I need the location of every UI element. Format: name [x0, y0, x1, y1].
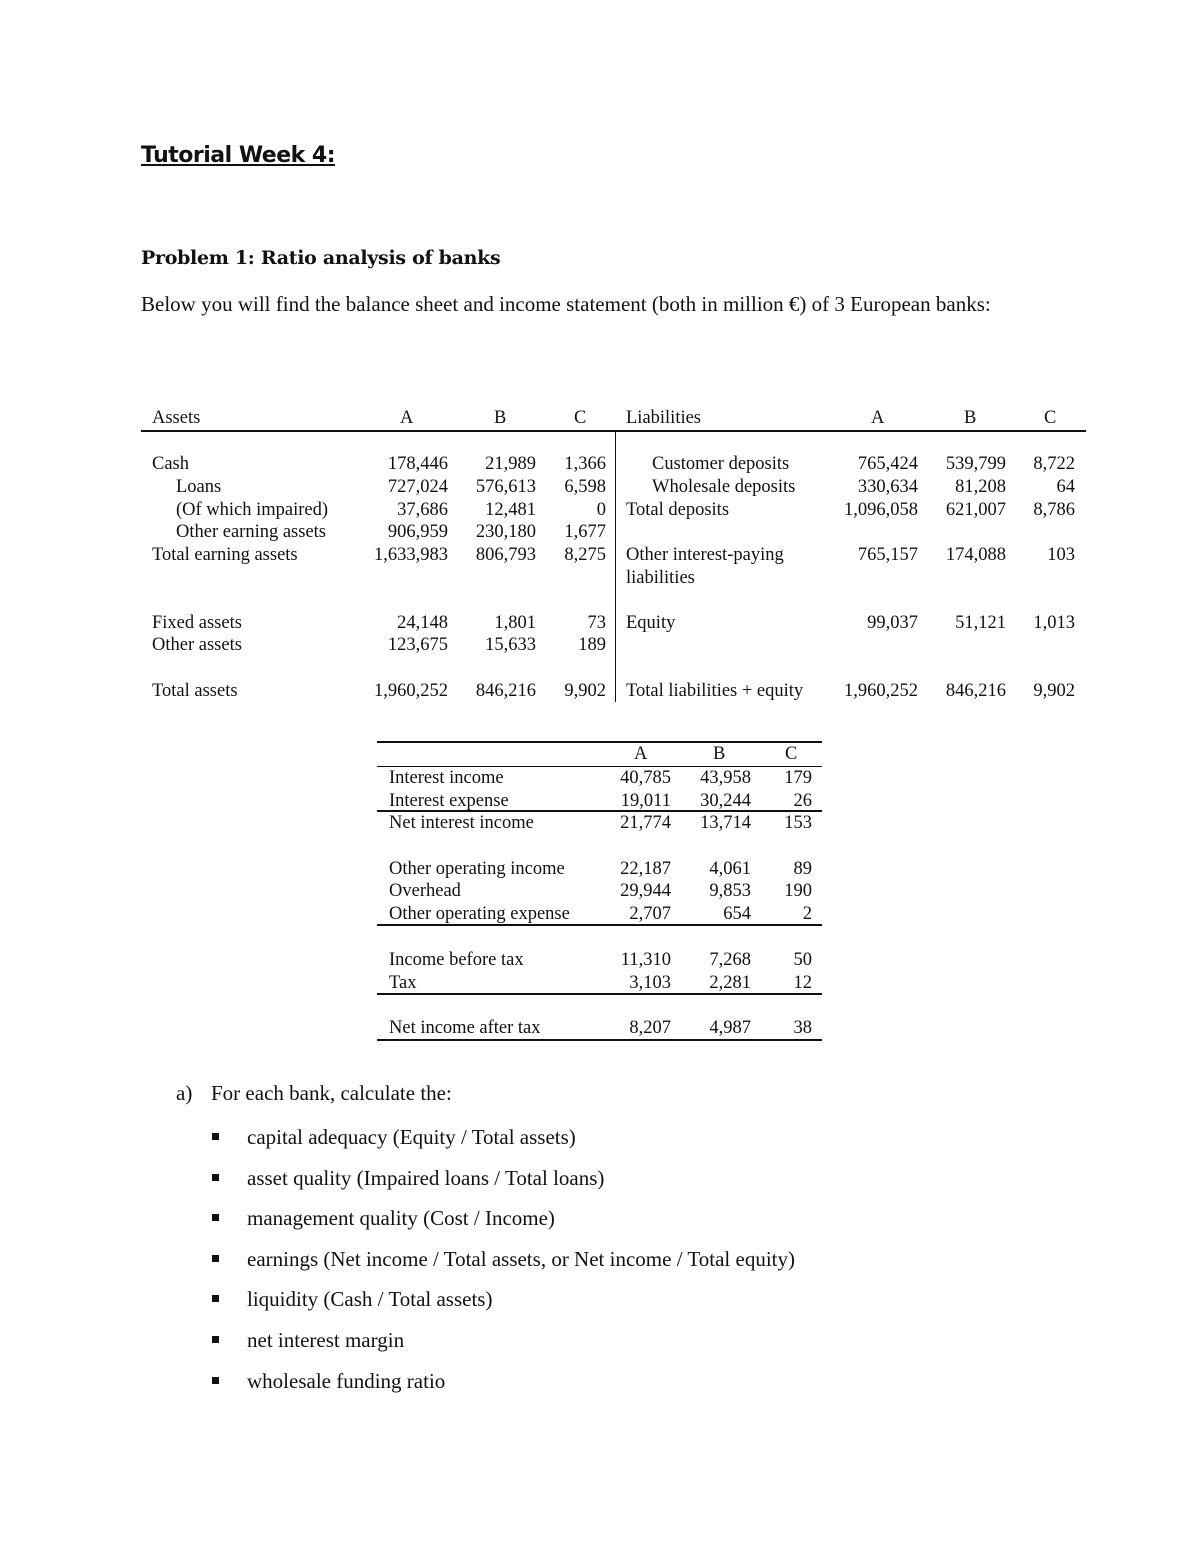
- ratio-list-item: [212, 1122, 795, 1163]
- asset-value-c: 189: [578, 635, 606, 655]
- assets-col-c-header: C: [574, 408, 587, 428]
- asset-value-a: 123,675: [387, 635, 448, 655]
- liab-col-a-header: A: [871, 408, 885, 428]
- ratio-item-text: capital adequacy (Equity / Total assets): [247, 1125, 576, 1149]
- income-value-c: 153: [784, 813, 812, 833]
- ratio-item-text: wholesale funding ratio: [247, 1368, 446, 1393]
- income-value-c: 38: [793, 1018, 812, 1038]
- ratio-item-text: liquidity (Cash / Total assets): [247, 1287, 493, 1312]
- income-value-c: 50: [793, 950, 812, 970]
- ratio-list-item: [212, 1203, 795, 1244]
- asset-value-a: 178,446: [387, 454, 448, 474]
- assets-col-b-header: B: [494, 408, 507, 428]
- ratio-list-item: [212, 1244, 795, 1285]
- income-label: Overhead: [389, 881, 461, 901]
- asset-value-c: 9,902: [564, 681, 606, 701]
- asset-label: Cash: [152, 454, 189, 474]
- asset-label: Other assets: [152, 635, 242, 655]
- asset-label: Loans: [176, 477, 222, 497]
- balance-sheet-header-rule: [141, 430, 1086, 432]
- intro-paragraph: Below you will find the balance sheet and income statement (both in million €) of 3 European banks:: [141, 292, 991, 316]
- income-top-rule: [377, 741, 822, 743]
- asset-value-b: 15,633: [485, 635, 536, 655]
- liability-value-a: 765,157: [857, 545, 918, 565]
- income-col-c-header: C: [785, 744, 798, 764]
- square-bullet-icon: [212, 1255, 219, 1262]
- liability-value-b: 621,007: [945, 500, 1006, 520]
- income-value-a: 29,944: [620, 881, 671, 901]
- income-value-a: 11,310: [620, 950, 671, 970]
- asset-label: Total assets: [152, 681, 238, 701]
- asset-label: Fixed assets: [152, 613, 242, 633]
- square-bullet-icon: [212, 1214, 219, 1221]
- asset-value-b: 576,613: [475, 477, 536, 497]
- page-title: Tutorial Week 4:: [141, 143, 336, 168]
- ratio-item-text: management quality (Cost / Income): [247, 1206, 555, 1231]
- asset-value-b: 846,216: [475, 681, 536, 701]
- ratio-list-item: [212, 1325, 795, 1366]
- liab-col-c-header: C: [1044, 408, 1057, 428]
- liability-label: Other interest-paying: [626, 545, 784, 565]
- income-value-b: 13,714: [700, 813, 751, 833]
- income-label: Net interest income: [389, 813, 534, 833]
- liability-value-a: 99,037: [867, 613, 918, 633]
- liability-value-a: 330,634: [857, 477, 918, 497]
- assets-header: Assets: [152, 408, 201, 428]
- asset-value-a: 1,960,252: [374, 681, 448, 701]
- income-value-a: 40,785: [620, 768, 671, 788]
- income-label: Income before tax: [389, 950, 524, 970]
- square-bullet-icon: [212, 1174, 219, 1181]
- balance-sheet-divider: [615, 432, 616, 702]
- asset-value-b: 12,481: [485, 500, 536, 520]
- liability-value-b: 846,216: [945, 681, 1006, 701]
- liability-value-b: 174,088: [945, 545, 1006, 565]
- income-value-b: 43,958: [700, 768, 751, 788]
- liability-label: Total liabilities + equity: [626, 681, 804, 701]
- income-value-b: 7,268: [709, 950, 751, 970]
- income-value-a: 2,707: [629, 904, 671, 924]
- income-value-b: 9,853: [709, 881, 751, 901]
- income-label: Other operating expense: [389, 904, 570, 924]
- question-a-marker: a): [176, 1081, 193, 1105]
- liability-value-c: 1,013: [1033, 613, 1075, 633]
- question-a: [176, 1081, 452, 1106]
- question-a-text: For each bank, calculate the:: [211, 1081, 452, 1105]
- asset-value-a: 727,024: [387, 477, 448, 497]
- liability-label: Customer deposits: [652, 454, 790, 474]
- asset-value-a: 1,633,983: [374, 545, 448, 565]
- liability-value-c: 9,902: [1033, 681, 1075, 701]
- income-value-b: 2,281: [709, 973, 751, 993]
- ratio-item-text: net interest margin: [247, 1327, 405, 1352]
- liability-value-b: 81,208: [955, 477, 1006, 497]
- asset-value-a: 24,148: [397, 613, 448, 633]
- liabilities-header: Liabilities: [626, 408, 702, 428]
- income-label: Net income after tax: [389, 1018, 541, 1038]
- asset-value-c: 73: [587, 613, 606, 633]
- income-label: Other operating income: [389, 859, 565, 879]
- income-value-c: 12: [793, 973, 812, 993]
- income-label: Interest expense: [389, 791, 509, 811]
- ratio-list-item: [212, 1366, 795, 1407]
- income-label: Interest income: [389, 768, 504, 788]
- liability-value-b: 539,799: [945, 454, 1006, 474]
- income-value-a: 22,187: [620, 859, 671, 879]
- liab-col-b-header: B: [964, 408, 977, 428]
- income-col-b-header: B: [713, 744, 726, 764]
- income-value-b: 654: [723, 904, 751, 924]
- liability-label: Total deposits: [626, 500, 730, 520]
- liability-value-c: 8,722: [1033, 454, 1075, 474]
- ratio-list-item: [212, 1284, 795, 1325]
- square-bullet-icon: [212, 1377, 219, 1384]
- asset-value-c: 6,598: [564, 477, 606, 497]
- income-value-a: 8,207: [629, 1018, 671, 1038]
- asset-label: (Of which impaired): [176, 500, 329, 520]
- liability-label-continued: liabilities: [626, 568, 695, 588]
- asset-value-c: 1,677: [564, 522, 606, 542]
- liability-label: Wholesale deposits: [652, 477, 796, 497]
- liability-value-a: 1,096,058: [844, 500, 918, 520]
- liability-value-b: 51,121: [955, 613, 1006, 633]
- assets-col-a-header: A: [400, 408, 414, 428]
- asset-value-c: 8,275: [564, 545, 606, 565]
- square-bullet-icon: [212, 1295, 219, 1302]
- square-bullet-icon: [212, 1133, 219, 1140]
- square-bullet-icon: [212, 1336, 219, 1343]
- liability-value-a: 1,960,252: [844, 681, 918, 701]
- ratio-list-item: [212, 1163, 795, 1204]
- income-value-c: 2: [802, 904, 812, 924]
- liability-value-a: 765,424: [857, 454, 918, 474]
- asset-value-c: 1,366: [564, 454, 606, 474]
- income-value-c: 89: [793, 859, 812, 879]
- asset-value-a: 906,959: [387, 522, 448, 542]
- income-value-a: 19,011: [620, 791, 671, 811]
- asset-value-b: 230,180: [475, 522, 536, 542]
- income-value-c: 26: [793, 791, 812, 811]
- income-value-c: 179: [784, 768, 812, 788]
- income-value-b: 4,987: [709, 1018, 751, 1038]
- asset-value-a: 37,686: [397, 500, 448, 520]
- ratio-item-text: asset quality (Impaired loans / Total loans): [247, 1165, 605, 1190]
- ratio-list: [212, 1122, 795, 1406]
- income-value-a: 21,774: [620, 813, 671, 833]
- income-label: Tax: [389, 973, 417, 993]
- asset-label: Total earning assets: [152, 545, 298, 565]
- income-value-b: 30,244: [700, 791, 751, 811]
- income-value-b: 4,061: [709, 859, 751, 879]
- liability-value-c: 64: [1056, 477, 1075, 497]
- asset-label: Other earning assets: [176, 522, 327, 542]
- problem-heading: Problem 1: Ratio analysis of banks: [141, 247, 501, 269]
- asset-value-c: 0: [596, 500, 606, 520]
- ratio-item-text: earnings (Net income / Total assets, or Net income / Total equity): [247, 1246, 795, 1271]
- income-value-c: 190: [784, 881, 812, 901]
- liability-value-c: 8,786: [1033, 500, 1075, 520]
- asset-value-b: 21,989: [485, 454, 536, 474]
- asset-value-b: 806,793: [475, 545, 536, 565]
- liability-value-c: 103: [1047, 545, 1075, 565]
- income-value-a: 3,103: [629, 973, 671, 993]
- liability-label: Equity: [626, 613, 676, 633]
- income-col-a-header: A: [634, 744, 648, 764]
- asset-value-b: 1,801: [494, 613, 536, 633]
